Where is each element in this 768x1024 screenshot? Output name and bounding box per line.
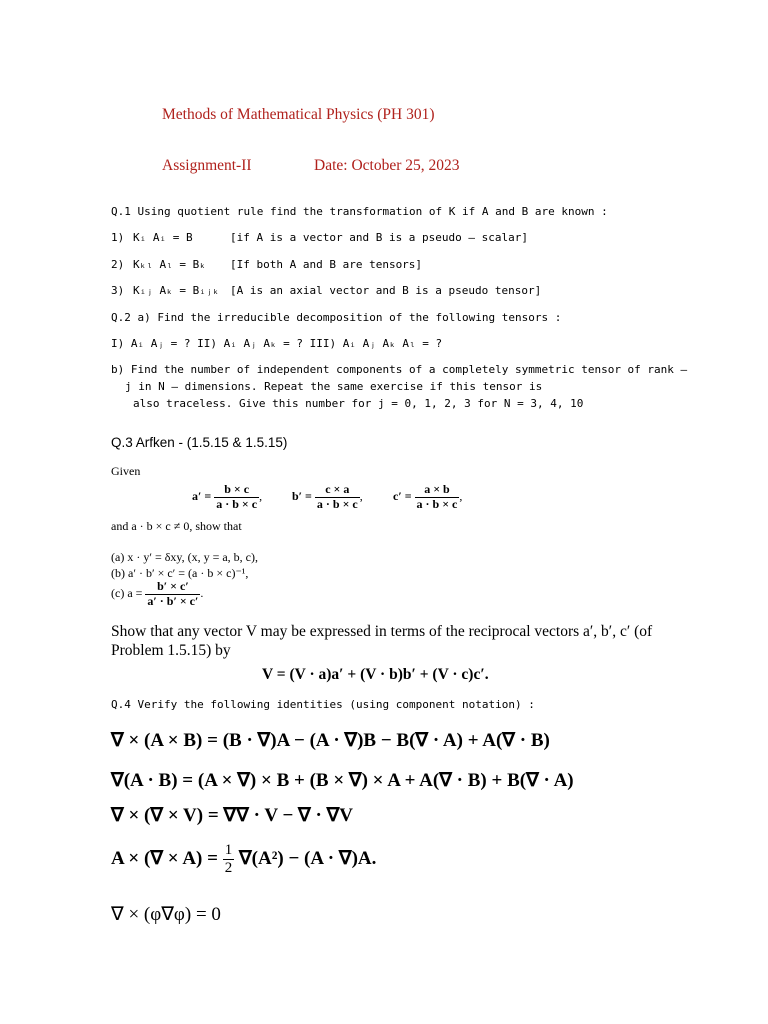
q4-identity-2: ∇(A · B) = (A × ∇) × B + (B × ∇) × A + A(∇ · B) + B(∇ · A)	[111, 770, 574, 791]
course-title: Methods of Mathematical Physics (PH 301)	[162, 106, 435, 123]
q3-part-b: (b) a′ · b′ × c′ = (a · b × c)⁻¹,	[111, 566, 249, 580]
q4-identity-5: ∇ × (φ∇φ) = 0	[111, 904, 221, 925]
c-prime-lhs: c′ =	[393, 489, 412, 504]
assignment-label: Assignment-II	[162, 157, 252, 174]
q2-part-a: Q.2 a) Find the irreducible decomposition of the following tensors :	[111, 311, 562, 324]
a-prime-lhs: a′ =	[192, 489, 212, 504]
a-prime-fraction	[214, 483, 259, 512]
q3-given: Given	[111, 464, 141, 478]
q3-v-expression: V = (V · a)a′ + (V · b)b′ + (V · c)c′.	[262, 666, 489, 683]
one-half-fraction	[223, 842, 235, 878]
part-c-numerator: b′ × c′	[145, 580, 200, 595]
q2-part-b-line2: j in N – dimensions. Repeat the same exercise if this tensor is	[125, 380, 543, 393]
q1-item-3-eq: Kᵢⱼ Aₖ = Bᵢⱼₖ	[133, 284, 220, 297]
q1-item-1-eq: Kᵢ Aᵢ = B	[133, 231, 193, 244]
q4-identity-1: ∇ × (A × B) = (B · ∇)A − (A · ∇)B − B(∇ · A) + A(∇ · B)	[111, 730, 550, 751]
q3-condition: and a · b × c ≠ 0, show that	[111, 519, 242, 533]
q3-part-c: (c) a = $\frac{b' \times c'}{a' \cdot b' \times c'}$ .	[111, 579, 204, 608]
identity-4-lhs: A × (∇ × A) =	[111, 848, 218, 870]
part-c-fraction	[145, 580, 200, 609]
q3-a-prime: a′ = $\frac{b \times c}{a \cdot b \times c}$ ,	[192, 482, 263, 511]
part-c-label: (c) a =	[111, 586, 143, 601]
q1-item-1-num: 1)	[111, 231, 125, 244]
b-prime-fraction	[315, 483, 360, 512]
a-prime-numerator: b × c	[214, 483, 259, 498]
q1-item-2-eq: Kₖₗ Aₗ = Bₖ	[133, 258, 206, 271]
q1-intro: Q.1 Using quotient rule find the transformation of K if A and B are known :	[111, 205, 608, 218]
b-prime-numerator: c × a	[315, 483, 360, 498]
q4-identity-3: ∇ × (∇ × V) = ∇∇ · V − ∇ · ∇V	[111, 805, 354, 826]
half-denominator: 2	[224, 860, 233, 877]
c-prime-denominator: a · b × c	[416, 496, 458, 511]
q1-item-2-cond: [If both A and B are tensors]	[230, 258, 423, 271]
q2-part-b-line1: b) Find the number of independent components of a completely symmetric tensor of rank –	[111, 363, 688, 376]
q2-part-b-line3: also traceless. Give this number for j = 0, 1, 2, 3 for N = 3, 4, 10	[133, 397, 584, 410]
q4-intro: Q.4 Verify the following identities (using component notation) :	[111, 698, 535, 711]
q3-part-a: (a) x · y′ = δxy, (x, y = a, b, c),	[111, 550, 258, 564]
part-c-denominator: a′ · b′ × c′	[147, 593, 199, 608]
c-prime-numerator: a × b	[415, 483, 460, 498]
q1-item-3-num: 3)	[111, 284, 125, 297]
q3-show-line1: Show that any vector V may be expressed in terms of the reciprocal vectors a′, b′, c′ (of	[111, 623, 653, 640]
b-prime-denominator: a · b × c	[316, 496, 358, 511]
assignment-date: Date: October 25, 2023	[314, 157, 460, 174]
q3-heading: Q.3 Arfken - (1.5.15 & 1.5.15)	[111, 435, 288, 450]
q3-c-prime: c′ = $\frac{a \times b}{a \cdot b \times c}$ ,	[393, 482, 463, 511]
q1-item-3-cond: [A is an axial vector and B is a pseudo tensor]	[230, 284, 542, 297]
q3-b-prime: b′ = $\frac{c \times a}{a \cdot b \times c}$ ,	[292, 482, 363, 511]
q1-item-2-num: 2)	[111, 258, 125, 271]
a-prime-denominator: a · b × c	[216, 496, 258, 511]
identity-4-rhs: ∇(A²) − (A · ∇)A.	[238, 848, 377, 870]
q3-show-line2: Problem 1.5.15) by	[111, 642, 231, 659]
b-prime-lhs: b′ =	[292, 489, 312, 504]
half-numerator: 1	[223, 842, 235, 860]
q4-identity-4	[111, 842, 376, 878]
q2-tensors: I) Aᵢ Aⱼ = ? II) Aᵢ Aⱼ Aₖ = ? III) Aᵢ Aⱼ Aₖ Aₗ = ?	[111, 337, 443, 350]
q1-item-1-cond: [if A is a vector and B is a pseudo – scalar]	[230, 231, 529, 244]
c-prime-fraction	[415, 483, 460, 512]
